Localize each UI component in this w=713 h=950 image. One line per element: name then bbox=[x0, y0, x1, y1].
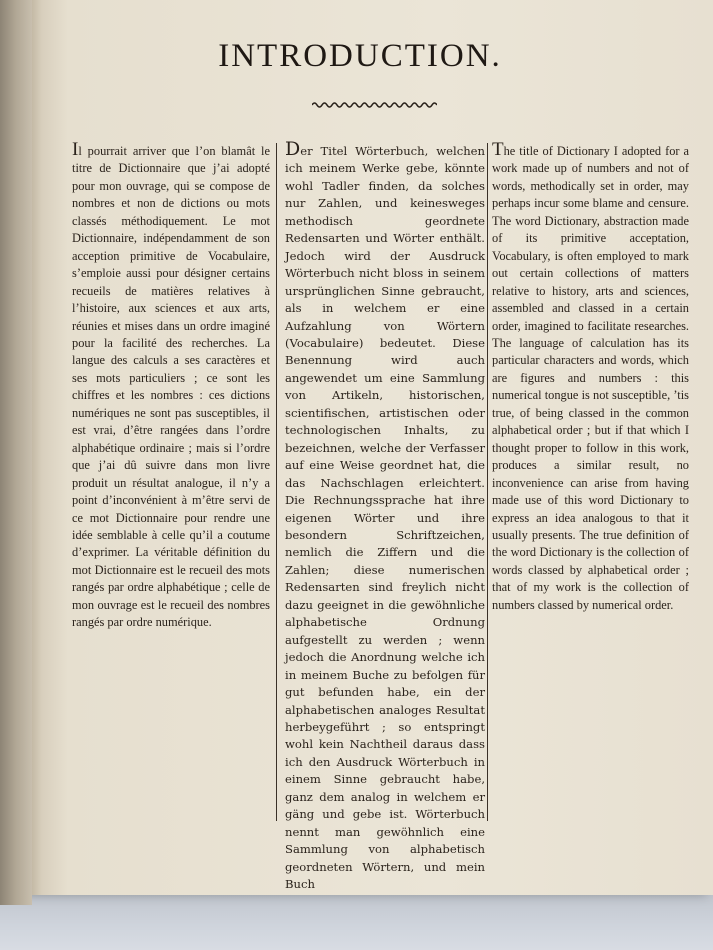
french-column bbox=[72, 139, 270, 632]
column-divider-2 bbox=[487, 143, 488, 821]
english-dropcap: T bbox=[492, 139, 504, 160]
english-text: he title of Dictionary I adopted for a work made up of numbers and not of words, methodically set in order, may perhaps incur some blame and censure. The word Dictionary, abstraction made of its primitive acceptation, Vocabulary, is often employed to mark out certain collections of matters relative to history, arts and sciences, assembled and classed in a certain order, imagined to facilitate researches. The language of calculation has its particular characters and words, which are figures and numbers : this numerical tongue is not susceptible, ’tis true, of being classed in the common alphabetical order ; but if that which I thought proper to follow in this work, produces a similar result, no inconvenience can arise from having made use of this word Dictionary to express an idea analogous to that it usually presents. The true definition of the word Dictionary is the collection of words classed by alphabetical order ; that of my work is the collection of numbers classed by numerical order. bbox=[492, 144, 689, 612]
german-paragraph bbox=[285, 138, 485, 893]
background-cloth bbox=[0, 890, 713, 950]
english-paragraph bbox=[492, 139, 689, 614]
french-text: l pourrait arriver que l’on blamât le titre de Dictionnaire que j’ai adopté pour mon ouvrage, qui se compose de nombres et non de dictions ou mots classés méthodiquement. Le mot Dictionnaire, indépendamment de son acception primitive de Vocabulaire, s’emploie aussi pour désigner certains recueils de matières relatives à l’histoire, aux sciences et aux arts, réunies et mises dans un ordre imaginé pour la facilité des recherches. La langue des calculs a ses caractères et ses mots particuliers ; ce sont les chiffres et les nombres : ces dictions numériques ne sont pas susceptibles, il est vrai, d’être rangées dans l’ordre alphabétique ordinaire ; mais si l’ordre que j’ai dû suivre dans mon livre produit un résultat analogue, il n’y a point d’inconvénient à m’être servi de ce mot Dictionnaire pour rendre une idée semblable à celle qu’il a coutume d’exprimer. La véritable définition du mot Dictionnaire est le recueil des mots rangés par ordre alphabétique ; celle de mon ouvrage est le recueil des nombres rangés par ordre numérique. bbox=[72, 144, 270, 630]
french-dropcap: I bbox=[72, 139, 79, 160]
book-gutter bbox=[0, 0, 32, 905]
english-column bbox=[492, 139, 689, 614]
page-title: INTRODUCTION. bbox=[218, 38, 502, 74]
ornamental-rule-icon bbox=[312, 101, 437, 109]
german-column bbox=[285, 138, 485, 893]
german-dropcap: D bbox=[285, 138, 301, 160]
french-paragraph bbox=[72, 139, 270, 632]
german-text: er Titel Wörterbuch, welchen ich meinem Werke gebe, könnte wohl Tadler finden, da solches nur Zahlen, und keinesweges methodisch geordnete Redensarten und Wörter enthält. Jedoch wird der Ausdruck Wörterbuch nicht bloss in seinem ursprünglichen Sinne gebraucht, als in welchem er eine Aufzahlung von Wörtern (Vocabulaire) bedeutet. Diese Benennung wird auch angewendet um eine Sammlung von Artikeln, historischen, scientifischen, artistischen oder technologischen Inhalts, zu bezeichnen, welche der Verfasser auf eine Weise geordnet hat, die das Nachschlagen erleichtert. Die Rechnungssprache hat ihre eigenen Wörter und ihre besondern Schriftzeichen, nemlich die Ziffern und die Zahlen; diese numerischen Redensarten sind freylich nicht dazu geeignet in die gewöhnliche alphabetische Ordnung aufgestellt zu werden ; wenn jedoch die Anordnung welche ich in meinem Buche zu befolgen für gut befunden habe, ein der alphabetischen analoges Resultat herbeygeführt ; so entspringt wohl kein Nachtheil daraus dass ich den Ausdruck Wörterbuch in einem Sinne gebraucht habe, ganz dem analog in welchem er gäng und gebe ist. Wörterbuch nennt man gewöhnlich eine Sammlung von alphabetisch geordneten Wörtern, und mein Buch bbox=[285, 144, 485, 892]
column-divider-1 bbox=[276, 143, 277, 821]
